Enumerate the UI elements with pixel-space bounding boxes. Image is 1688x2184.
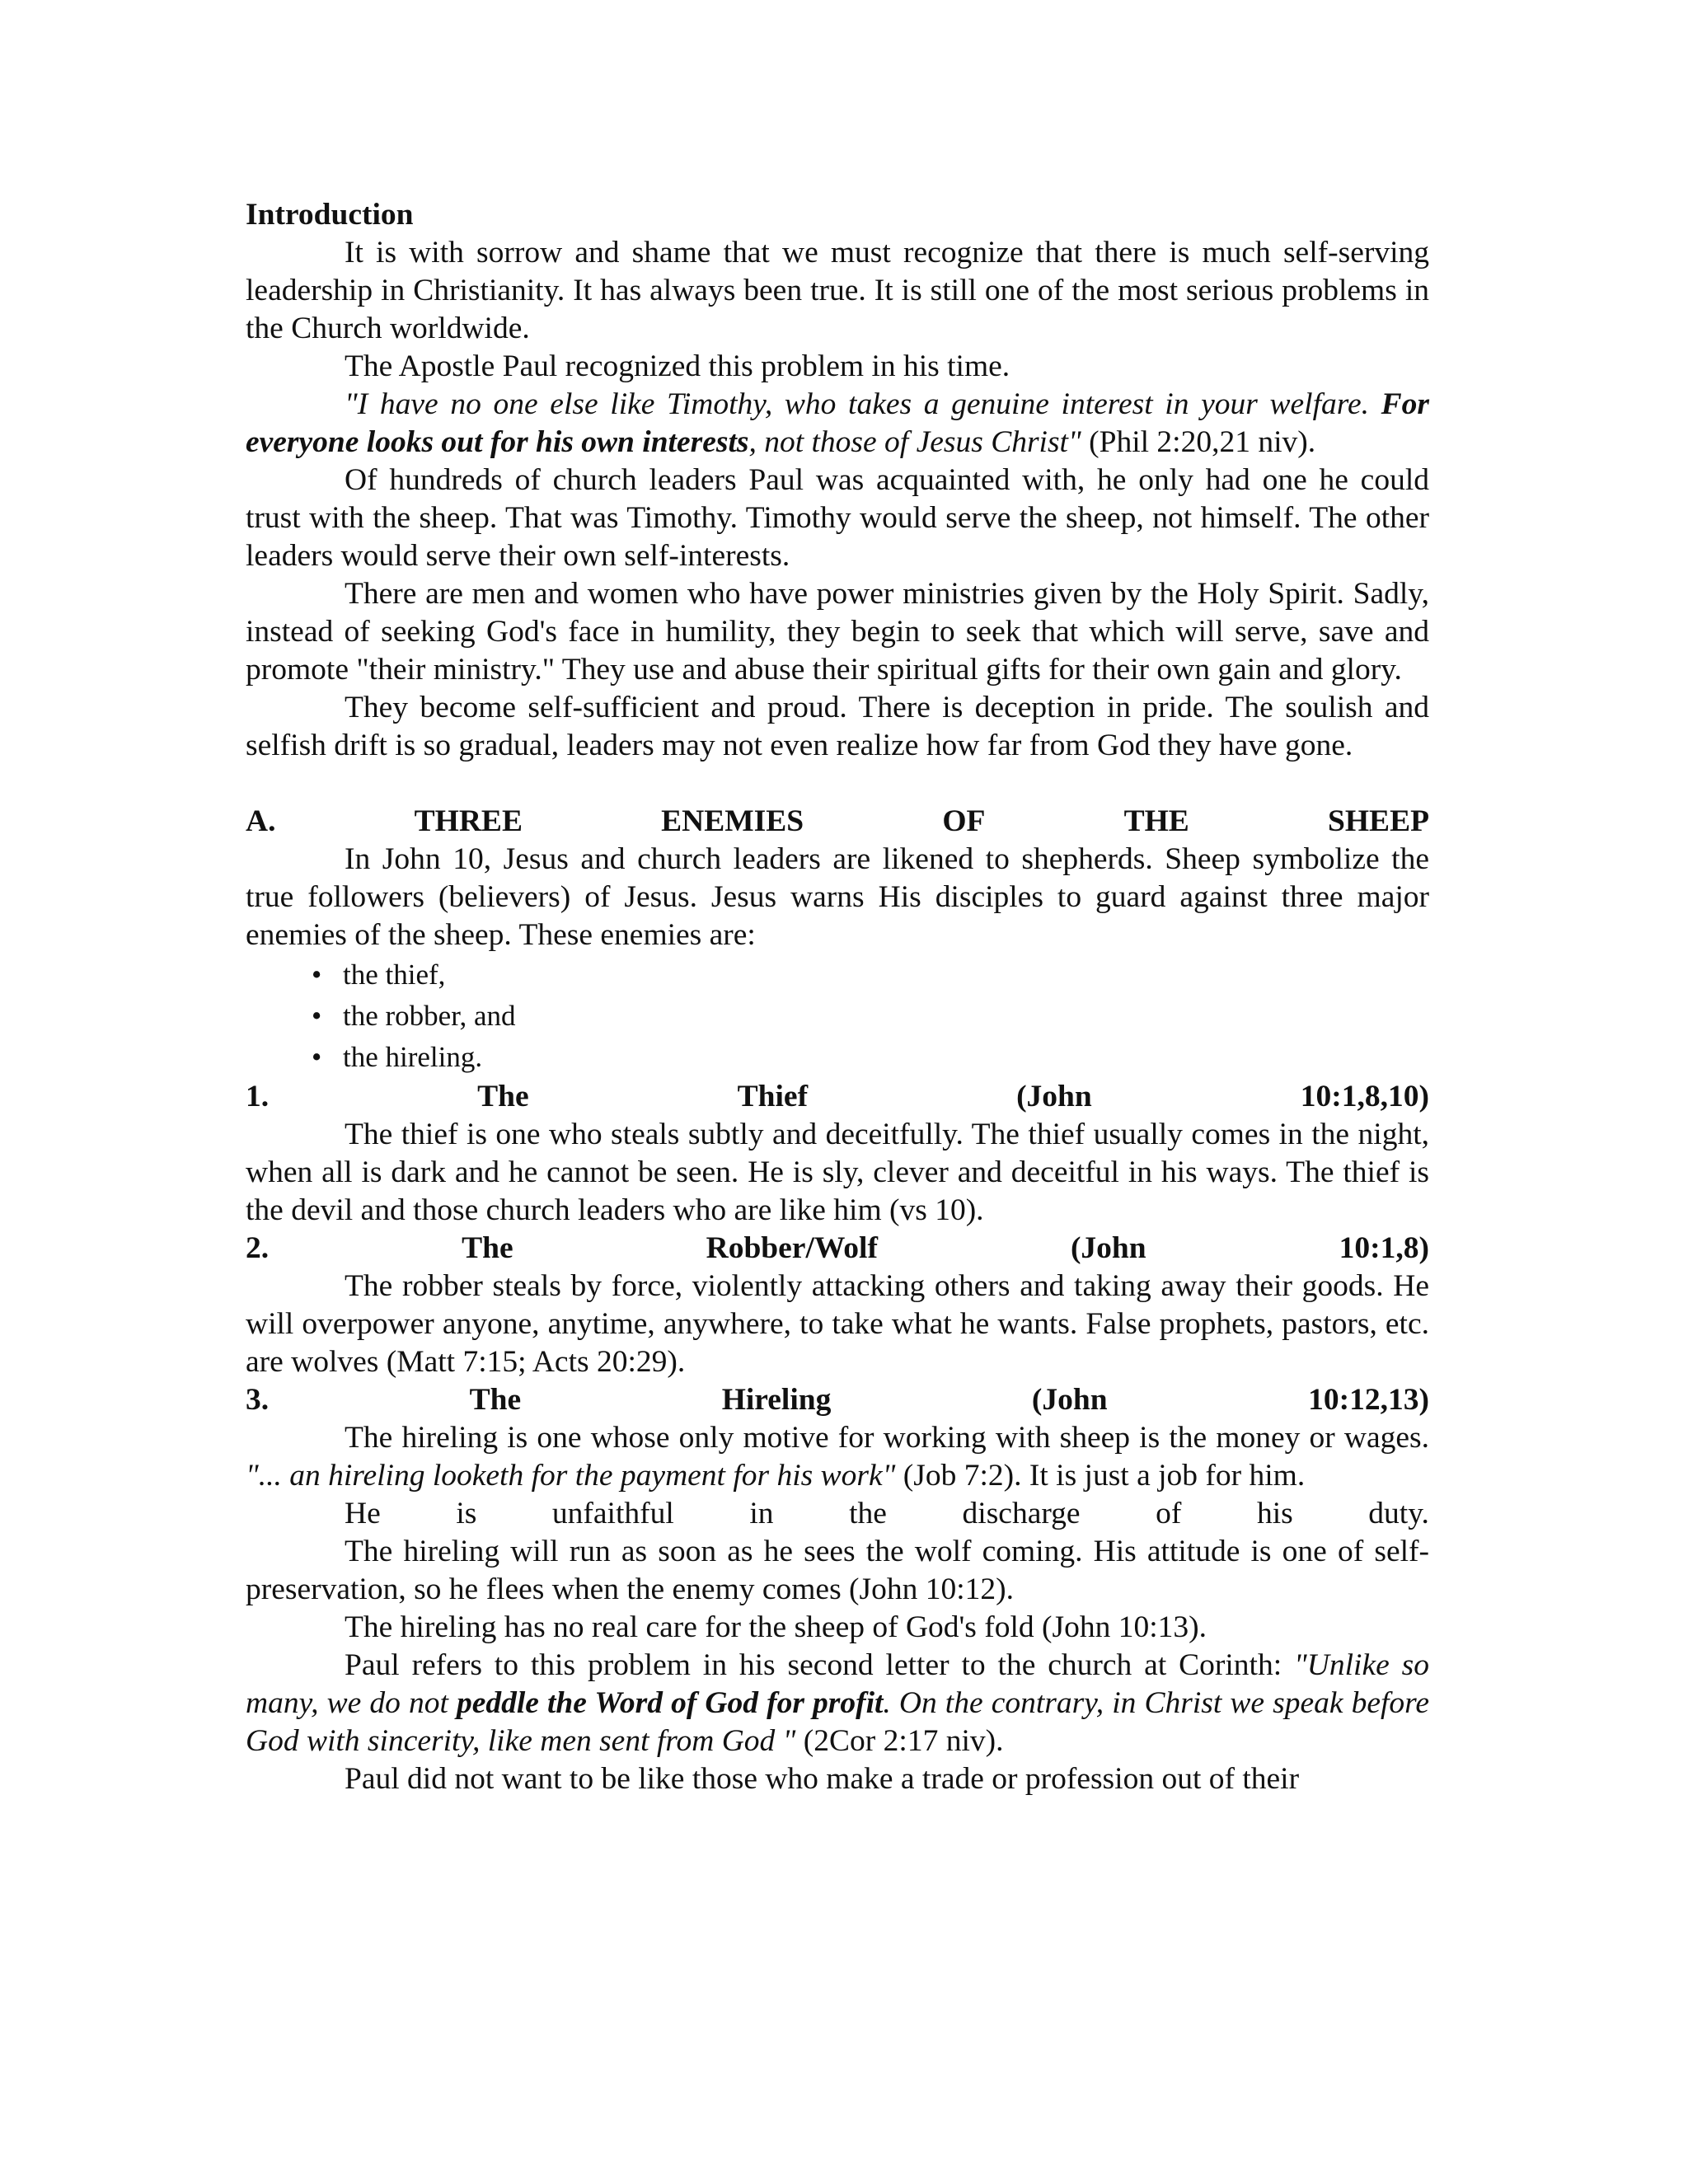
- heading-word: Hireling: [721, 1383, 832, 1417]
- quote-text-2: , not those of Jesus Christ": [748, 425, 1081, 459]
- heading-word: OF: [942, 804, 986, 838]
- heading-word: 1.: [246, 1080, 270, 1113]
- intro-paragraph-5: They become self-sufficient and proud. There is deception in pride. The soulish and selfish drift is so gradual, leaders may not even realize how far from God they have gone.: [246, 691, 1429, 762]
- heading-word: THREE: [414, 804, 523, 838]
- corinthians-paragraph: [246, 1647, 1429, 1760]
- introduction-heading: Introduction: [246, 198, 414, 232]
- heading-word: The: [462, 1231, 513, 1265]
- list-item-text: the robber, and: [343, 1000, 516, 1032]
- list-item: [246, 996, 1429, 1037]
- duty-word: discharge: [962, 1497, 1081, 1530]
- duty-line: [246, 1495, 1429, 1533]
- intro-paragraph-2: The Apostle Paul recognized this problem in his time.: [345, 349, 1010, 383]
- heading-word: 2.: [246, 1231, 270, 1265]
- hireling-text-end: (Job 7:2). It is just a job for him.: [895, 1459, 1306, 1493]
- bullet-icon: •: [312, 958, 322, 991]
- robber-paragraph: The robber steals by force, violently attacking others and taking away their goods. He will overpower anyone, anytime, anywhere, to take what he wants. False prophets, pastors, etc. are wolves (Matt 7:15; Acts 20:29).: [246, 1269, 1429, 1379]
- intro-paragraph-4: There are men and women who have power ministries given by the Holy Spirit. Sadly, instead of seeking God's face in humility, they begin to seek that which will serve, save and promote "their ministry." They use and abuse their spiritual gifts for their own gain and glory.: [246, 577, 1429, 687]
- heading-word: SHEEP: [1328, 804, 1429, 838]
- list-item-text: the hireling.: [343, 1041, 483, 1073]
- hireling-paragraph-5: Paul did not want to be like those who make a trade or profession out of their: [345, 1762, 1300, 1796]
- duty-word: in: [749, 1497, 774, 1530]
- duty-word: his: [1256, 1497, 1293, 1530]
- hireling-paragraph-2: The hireling will run as soon as he sees the wolf coming. His attitude is one of self-preservation, so he flees when the enemy comes (John 10:12).: [246, 1535, 1429, 1606]
- heading-word: THE: [1123, 804, 1189, 838]
- heading-word: ENEMIES: [661, 804, 804, 838]
- duty-word: unfaithful: [551, 1497, 674, 1530]
- corinthians-quote-1: "Unlike so many, we do not: [246, 1648, 1429, 1720]
- quote-reference: (Phil 2:20,21 niv).: [1081, 425, 1316, 459]
- heading-word: 10:1,8,10): [1300, 1080, 1429, 1113]
- heading-word: 3.: [246, 1383, 270, 1417]
- duty-word: of: [1156, 1497, 1182, 1530]
- list-item-text: the thief,: [343, 958, 446, 991]
- hireling-paragraph-1: [246, 1419, 1429, 1495]
- quote-bold-text: For everyone looks out for his own interests: [246, 387, 1429, 459]
- section-a-paragraph: In John 10, Jesus and church leaders are likened to shepherds. Sheep symbolize the true followers (believers) of Jesus. Jesus warns His disciples to guard against three major enemies of the sheep. These enemies are:: [246, 842, 1429, 952]
- duty-word: is: [456, 1497, 477, 1530]
- heading-word: The: [469, 1383, 522, 1417]
- heading-word: (John: [1070, 1231, 1146, 1265]
- heading-word: Thief: [737, 1080, 809, 1113]
- duty-word: duty.: [1368, 1497, 1429, 1530]
- heading-word: The: [477, 1080, 529, 1113]
- enemies-list: [246, 954, 1429, 1078]
- heading-word: 10:12,13): [1308, 1383, 1429, 1417]
- duty-word: the: [849, 1497, 887, 1530]
- heading-word: (John: [1016, 1080, 1092, 1113]
- bullet-icon: •: [312, 1000, 322, 1032]
- thief-paragraph: The thief is one who steals subtly and deceitfully. The thief usually comes in the night, when all is dark and he cannot be seen. He is sly, clever and deceitful in his ways. The thief is the devil and those church leaders who are like him (vs 10).: [246, 1118, 1429, 1227]
- document-page: [246, 196, 1429, 1798]
- heading-word: (John: [1031, 1383, 1108, 1417]
- robber-heading: [246, 1230, 1429, 1268]
- thief-heading: [246, 1078, 1429, 1116]
- hireling-text-start: The hireling is one whose only motive for working with sheep is the money or wages.: [345, 1421, 1429, 1455]
- intro-paragraph-3: Of hundreds of church leaders Paul was acquainted with, he only had one he could trust with the sheep. That was Timothy. Timothy would serve the sheep, not himself. The other leaders would serve their own self-interests.: [246, 463, 1429, 573]
- section-a-heading: [246, 803, 1429, 841]
- heading-word: Robber/Wolf: [706, 1231, 878, 1265]
- quote-text-1: "I have no one else like Timothy, who takes a genuine interest in your welfare.: [345, 387, 1381, 421]
- corinthians-reference: (2Cor 2:17 niv).: [795, 1724, 1004, 1758]
- section-spacer: [246, 765, 1429, 803]
- hireling-paragraph-3: The hireling has no real care for the sheep of God's fold (John 10:13).: [345, 1610, 1207, 1644]
- duty-word: He: [345, 1497, 381, 1530]
- heading-word: A.: [246, 804, 276, 838]
- list-item: [246, 954, 1429, 996]
- list-item: [246, 1037, 1429, 1078]
- heading-word: 10:1,8): [1339, 1231, 1429, 1265]
- corinthians-bold: peddle the Word of God for profit: [456, 1686, 884, 1720]
- corinthians-quote-2: . On the contrary, in Christ we speak before God with sincerity, like men sent from God ": [246, 1686, 1430, 1758]
- job-quote: "... an hireling looketh for the payment for his work": [246, 1459, 896, 1493]
- corinthians-intro: Paul refers to this problem in his second letter to the church at Corinth:: [345, 1648, 1295, 1682]
- intro-paragraph-1: It is with sorrow and shame that we must recognize that there is much self-serving leadership in Christianity. It has always been true. It is still one of the most serious problems in the Church worldwide.: [246, 236, 1429, 345]
- hireling-heading: [246, 1381, 1429, 1419]
- philippians-quote: [246, 386, 1429, 462]
- bullet-icon: •: [312, 1041, 322, 1073]
